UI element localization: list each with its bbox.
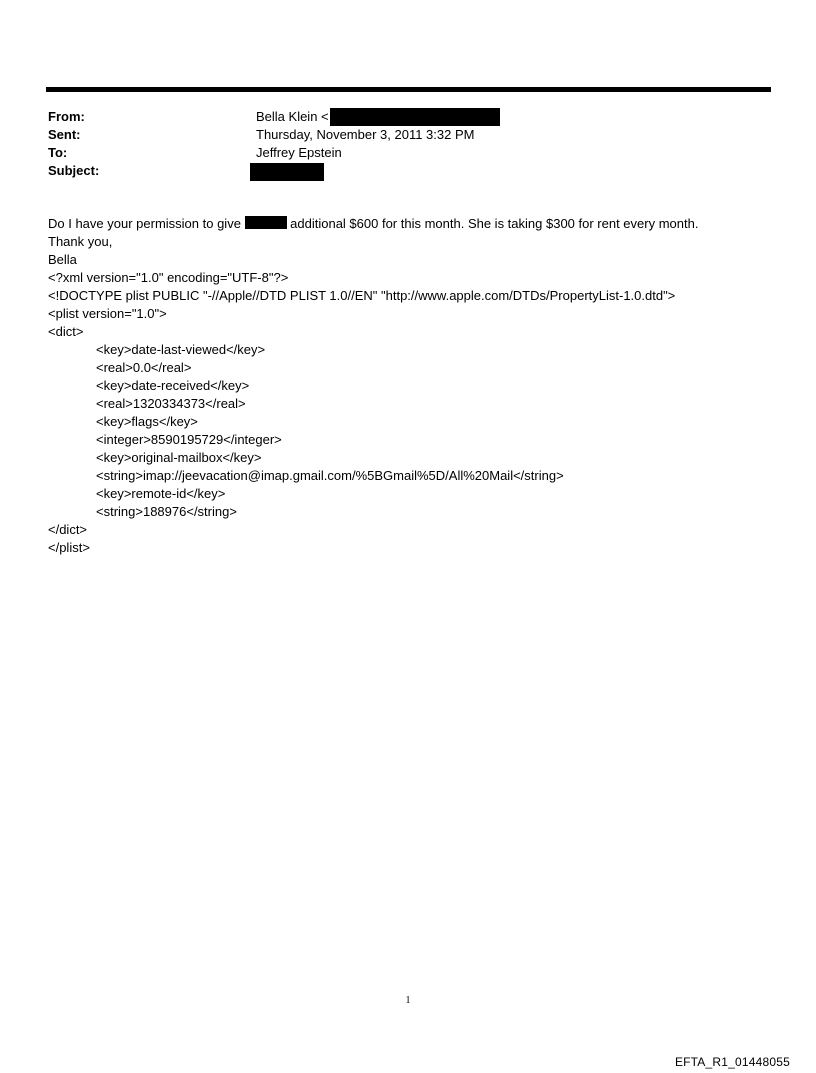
from-row <box>48 108 748 126</box>
to-value: Jeffrey Epstein <box>256 145 342 160</box>
email-header <box>48 108 748 180</box>
message-text-before-redaction: Do I have your permission to give <box>48 216 245 231</box>
from-value <box>256 108 500 126</box>
message-line-3: Bella <box>48 252 77 267</box>
sent-row <box>48 126 748 144</box>
plist-line: <key>date-last-viewed</key> <box>96 342 266 357</box>
redacted-subject <box>250 163 324 181</box>
header-divider <box>46 87 771 92</box>
plist-open-tag: <plist version="1.0"> <box>48 306 167 321</box>
message-text-after-redaction: additional $600 for this month. She is taking $300 for rent every month. <box>286 216 699 231</box>
bates-number: EFTA_R1_01448055 <box>674 1055 790 1069</box>
plist-line: <key>original-mailbox</key> <box>96 450 262 465</box>
plist-doctype: <!DOCTYPE plist PUBLIC "-//Apple//DTD PLIST 1.0//EN" "http://www.apple.com/DTDs/PropertyList-1.0.dtd"> <box>48 288 676 303</box>
plist-dict-close: </dict> <box>48 522 88 537</box>
from-sender: Bella Klein < <box>256 109 329 124</box>
plist-line: <string>188976</string> <box>96 504 237 519</box>
message-line-2: Thank you, <box>48 234 113 249</box>
page-number: 1 <box>405 995 411 1006</box>
email-body <box>48 215 788 557</box>
plist-line: <key>remote-id</key> <box>96 486 226 501</box>
subject-label: Subject: <box>48 163 100 178</box>
plist-line: <real>0.0</real> <box>96 360 192 375</box>
plist-line: <string>imap://jeevacation@imap.gmail.com/%5BGmail%5D/All%20Mail</string> <box>96 468 564 483</box>
to-label: To: <box>48 145 68 160</box>
sent-value: Thursday, November 3, 2011 3:32 PM <box>256 127 475 142</box>
plist-xml-declaration: <?xml version="1.0" encoding="UTF-8"?> <box>48 270 289 285</box>
plist-close-tag: </plist> <box>48 540 90 555</box>
message-line-1 <box>48 215 788 233</box>
sent-label: Sent: <box>48 127 81 142</box>
plist-dict-open: <dict> <box>48 324 84 339</box>
plist-line: <key>date-received</key> <box>96 378 250 393</box>
redacted-name <box>245 216 287 229</box>
plist-line: <real>1320334373</real> <box>96 396 246 411</box>
from-label: From: <box>48 109 85 124</box>
subject-row <box>48 162 748 180</box>
plist-line: <integer>8590195729</integer> <box>96 432 282 447</box>
plist-line: <key>flags</key> <box>96 414 198 429</box>
to-row <box>48 144 748 162</box>
redacted-email <box>330 108 500 126</box>
